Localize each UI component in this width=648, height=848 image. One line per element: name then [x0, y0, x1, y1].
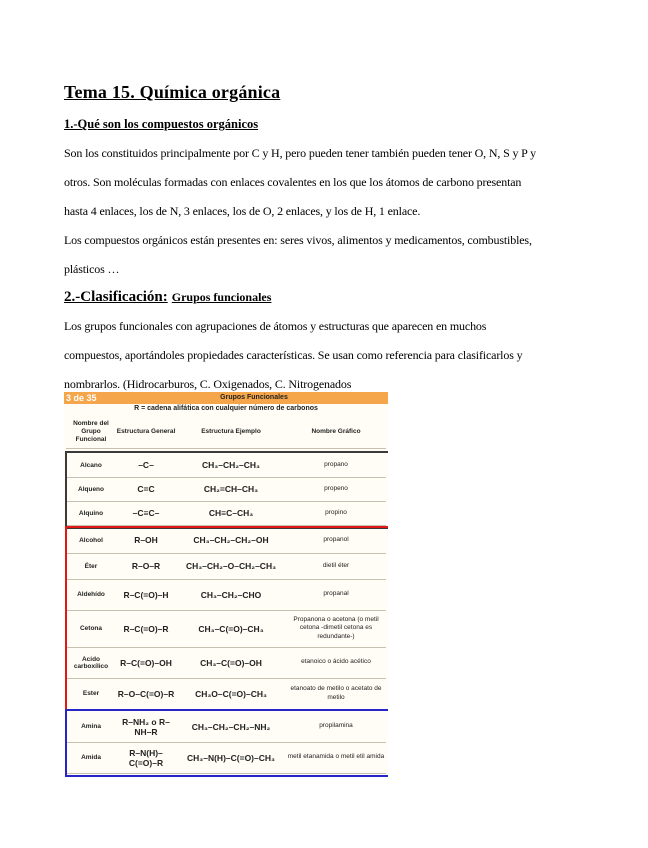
general-structure: R–N(H)–C(=O)–R: [128, 747, 164, 768]
table-row: [66, 742, 386, 774]
table-header: [66, 416, 386, 449]
general-structure: –C≡C–: [132, 508, 160, 518]
page-title: Tema 15. Química orgánica: [64, 82, 281, 102]
group-name: Amina: [81, 723, 101, 730]
figure-subtitle: R = cadena alifática con cualquier número de carbonos: [134, 405, 318, 412]
table-row: [66, 477, 386, 502]
section2-heading-main: 2.-Clasificación:: [64, 289, 168, 305]
section1-line-3: hasta 4 enlaces, los de N, 3 enlaces, los de O, 2 enlaces, y los de H, 1 enlace.: [64, 204, 421, 218]
section1-line-4: Los compuestos orgánicos están presentes en: seres vivos, alimentos y medicamentos, combustibles,: [64, 233, 532, 247]
graphic-name: propano: [324, 460, 348, 468]
general-structure: R–C(=O)–R: [123, 623, 169, 634]
group-name: Alcano: [80, 461, 102, 469]
graphic-name: propanal: [323, 590, 349, 598]
graphic-name: dietil éter: [322, 561, 350, 569]
graphic-name: propanol: [323, 535, 349, 543]
figure-title: Grupos Funcionales: [220, 394, 288, 401]
group-name: Éter: [84, 562, 98, 570]
example-structure: CH₃–CH₂–O–CH₂–CH₃: [185, 561, 277, 571]
table-row: [66, 453, 386, 478]
header-graphic: Nombre Gráfico: [311, 428, 361, 435]
table-row: [66, 501, 386, 526]
group-name: Ester: [82, 690, 100, 697]
table-row: [66, 711, 386, 743]
section1-heading: 1.-Qué son los compuestos orgánicos: [64, 117, 259, 131]
section1-line-2: otros. Son moléculas formadas con enlaces covalentes en los que los átomos de carbono presentan: [64, 175, 522, 189]
example-structure: CH₃O–C(=O)–CH₃: [195, 688, 267, 699]
table-row: [66, 527, 386, 554]
section2-line-2: compuestos, aportándoles propiedades características. Se usan como referencia para clasificarlos y: [64, 348, 523, 362]
example-structure: CH₂=CH–CH₃: [203, 484, 259, 494]
table-row: [66, 579, 386, 611]
group-name: Alcohol: [79, 536, 103, 544]
graphic-name: propeno: [324, 484, 348, 492]
header-name: Nombre del Grupo Funcional: [73, 420, 109, 443]
example-structure: CH₃–CH₂–CHO: [200, 589, 262, 600]
group-name: Amida: [81, 754, 101, 761]
group-name: Alqueno: [78, 485, 104, 493]
table-row: [66, 678, 386, 710]
group-name: Cetona: [79, 625, 103, 632]
example-structure: CH≡C–CH₃: [208, 508, 254, 518]
group-name: Aldehído: [77, 591, 105, 598]
general-structure: R–C(=O)–H: [123, 589, 169, 600]
graphic-name: propilamina: [319, 722, 353, 730]
group-name: Acido carboxílico: [73, 655, 109, 670]
graphic-name: Propanona o acetona (o metil cetona -dimetil cetona es redundante-): [293, 615, 379, 640]
section2-line-1: Los grupos funcionales con agrupaciones de átomos y estructuras que aparecen en muchos: [64, 319, 487, 333]
group-name: Alquino: [78, 509, 104, 517]
graphic-name: metil etanamida o metil etil amida: [287, 753, 385, 761]
general-structure: R–C(=O)–OH: [120, 657, 172, 668]
header-example: Estructura Ejemplo: [201, 428, 261, 435]
table-row: [66, 553, 386, 580]
header-general: Estructura General: [116, 428, 176, 435]
example-structure: CH₃–C(=O)–CH₃: [198, 623, 264, 634]
section2-heading-sub: Grupos funcionales: [171, 290, 272, 304]
slide-badge: 3 de 35: [64, 392, 104, 404]
general-structure: –C–: [138, 460, 154, 470]
section2-heading: [64, 288, 271, 306]
general-structure: R–OH: [134, 535, 158, 545]
table-row: [66, 610, 386, 648]
general-structure: R–O–C(=O)–R: [117, 688, 175, 699]
example-structure: CH₃–CH₂–CH₂–NH₂: [191, 721, 271, 732]
section1-line-5: plásticos …: [64, 262, 120, 276]
section1-line-1: Son los constituidos principalmente por C y H, pero pueden tener también pueden tener O, N, S y P y: [64, 146, 536, 160]
section2-line-3: nombrarlos. (Hidrocarburos, C. Oxigenados, C. Nitrogenados: [64, 377, 352, 391]
general-structure: C=C: [137, 484, 155, 494]
example-structure: CH₃–CH₂–CH₃: [202, 460, 260, 470]
functional-groups-figure: [64, 392, 388, 777]
general-structure: R–O–R: [131, 561, 161, 571]
table-row: [66, 647, 386, 679]
graphic-name: etanoico o ácido acético: [301, 658, 371, 666]
example-structure: CH₃–N(H)–C(=O)–CH₃: [187, 752, 275, 763]
example-structure: CH₃–C(=O)–OH: [200, 657, 262, 668]
general-structure: R–NH₂ o R–NH–R: [122, 716, 170, 737]
graphic-name: etanoato de metilo o acetato de metilo: [290, 685, 382, 701]
example-structure: CH₃–CH₂–CH₂–OH: [193, 535, 269, 545]
graphic-name: propino: [325, 508, 347, 516]
